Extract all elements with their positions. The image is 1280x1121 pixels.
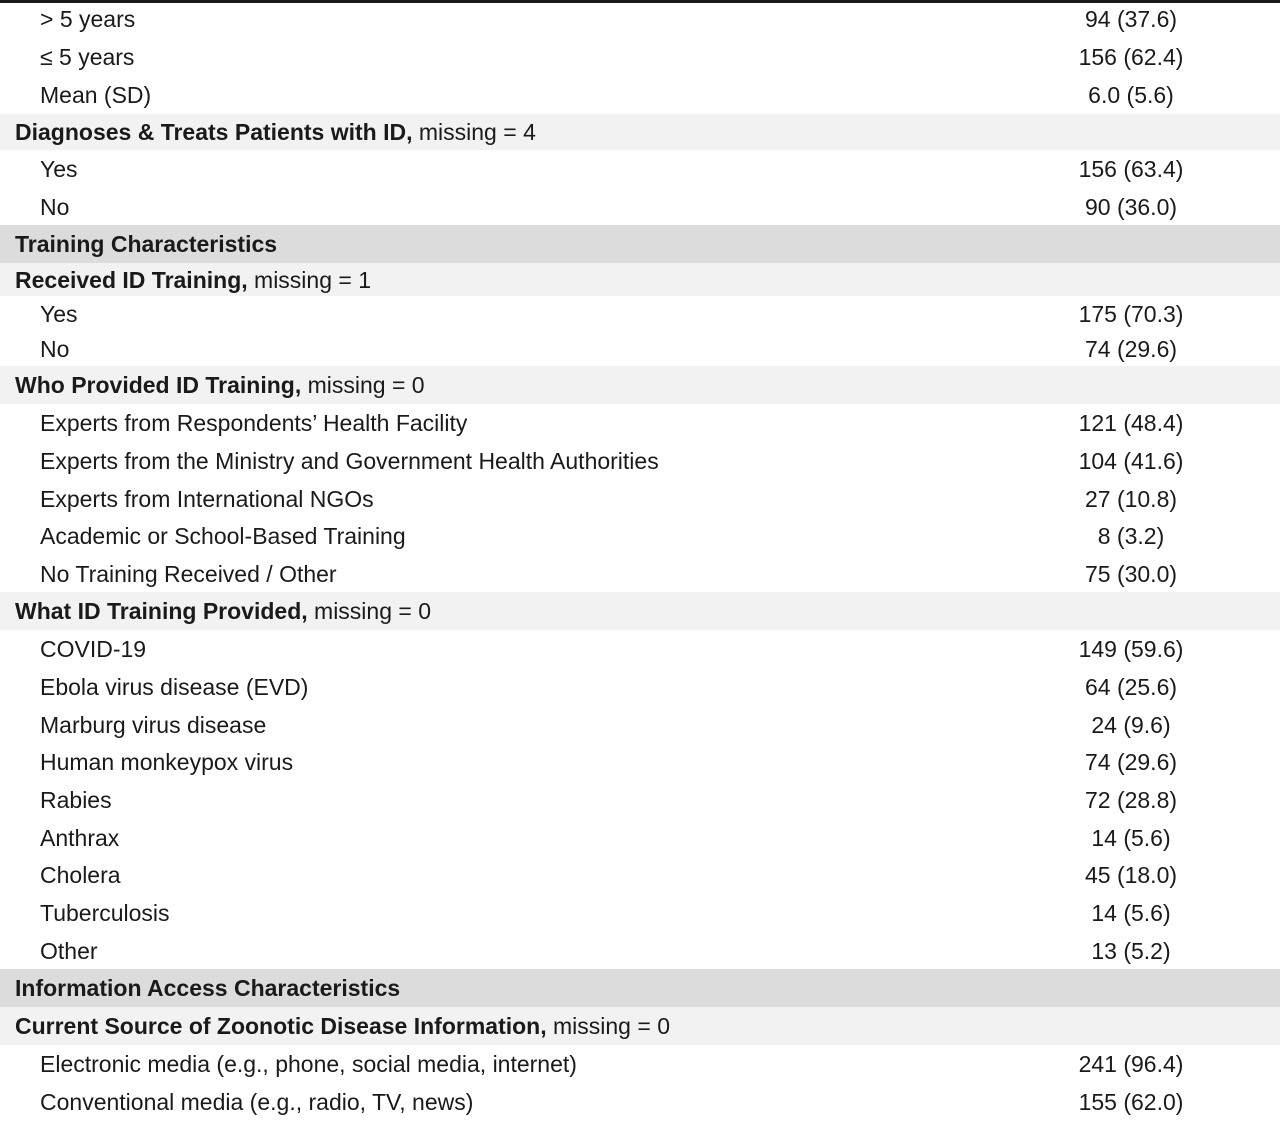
row-value: 156 (63.4) (1078, 156, 1184, 182)
table-group-header (0, 366, 1280, 404)
table-section-header (0, 225, 1280, 263)
row-label: Mean (SD) (40, 82, 152, 108)
row-label (15, 1013, 670, 1039)
table-group-header (0, 592, 1280, 630)
table-row (0, 404, 1280, 442)
row-label: > 5 years (40, 6, 136, 32)
table-row (0, 894, 1280, 932)
table-group-header (0, 263, 1280, 296)
table-row (0, 188, 1280, 225)
row-label: ≤ 5 years (40, 44, 135, 70)
table-row (0, 38, 1280, 76)
row-label: COVID-19 (40, 636, 147, 662)
row-value: 13 (5.2) (1091, 937, 1171, 964)
row-label (15, 598, 431, 624)
row-label: Human monkeypox virus (40, 749, 294, 775)
row-label: No Training Received / Other (40, 560, 337, 587)
row-label: Yes (40, 156, 78, 182)
table-row (0, 517, 1280, 555)
row-label: Academic or School-Based Training (40, 523, 406, 549)
table-row (0, 630, 1280, 668)
row-value: 14 (5.6) (1091, 824, 1171, 851)
row-label (15, 119, 536, 145)
group-title: Received ID Training, (15, 266, 248, 293)
table-row (0, 743, 1280, 781)
table-row (0, 150, 1280, 188)
table-row (0, 555, 1280, 592)
table-row (0, 331, 1280, 366)
table-row (0, 1083, 1280, 1121)
row-label: Anthrax (40, 824, 120, 851)
row-value: 24 (9.6) (1091, 711, 1171, 738)
row-label: Ebola virus disease (EVD) (40, 674, 309, 700)
table-row (0, 706, 1280, 743)
row-value: 27 (10.8) (1084, 485, 1178, 512)
row-value: 90 (36.0) (1084, 193, 1178, 220)
group-title: Diagnoses & Treats Patients with ID, (15, 119, 413, 145)
table-row (0, 76, 1280, 114)
missing-note: missing = 0 (307, 598, 431, 624)
row-value: 64 (25.6) (1084, 674, 1178, 700)
table-row (0, 296, 1280, 331)
table-row (0, 932, 1280, 969)
table-row (0, 668, 1280, 706)
row-label: Tuberculosis (40, 900, 170, 926)
row-label: Cholera (40, 862, 121, 888)
group-title: Current Source of Zoonotic Disease Information, (15, 1013, 547, 1039)
missing-note: missing = 0 (546, 1013, 670, 1039)
row-value: 8 (3.2) (1097, 523, 1165, 549)
row-label (15, 372, 425, 398)
row-value: 121 (48.4) (1078, 410, 1184, 436)
table-row (0, 819, 1280, 856)
row-value: 241 (96.4) (1078, 1051, 1184, 1077)
table-row (0, 781, 1280, 819)
missing-note: missing = 0 (301, 372, 425, 398)
row-value: 175 (70.3) (1078, 300, 1184, 327)
table-group-header (0, 114, 1280, 150)
table-row (0, 0, 1280, 38)
row-value: 74 (29.6) (1084, 749, 1178, 775)
table-row (0, 442, 1280, 480)
row-value: 6.0 (5.6) (1088, 82, 1174, 108)
row-label: Experts from the Ministry and Government Health Authorities (40, 448, 659, 474)
row-value: 75 (30.0) (1084, 560, 1178, 587)
group-title: Who Provided ID Training, (15, 372, 302, 398)
row-label: No (40, 193, 70, 220)
row-label: Yes (40, 300, 78, 327)
row-value: 155 (62.0) (1078, 1089, 1184, 1115)
row-label: Conventional media (e.g., radio, TV, news) (40, 1089, 474, 1115)
row-label: Rabies (40, 787, 112, 813)
row-label: Marburg virus disease (40, 711, 267, 738)
missing-note: missing = 1 (247, 266, 371, 293)
row-value: 74 (29.6) (1084, 335, 1178, 362)
group-title: What ID Training Provided, (15, 598, 308, 624)
missing-note: missing = 4 (412, 119, 536, 145)
row-label: Experts from International NGOs (40, 485, 374, 512)
row-label: Training Characteristics (15, 231, 278, 257)
row-label: Experts from Respondents’ Health Facility (40, 410, 468, 436)
table-row (0, 480, 1280, 517)
row-value: 72 (28.8) (1084, 787, 1178, 813)
table-row (0, 1045, 1280, 1083)
row-label: Electronic media (e.g., phone, social media, internet) (40, 1051, 577, 1077)
table-section-header (0, 969, 1280, 1007)
row-label: Other (40, 937, 98, 964)
row-value: 94 (37.6) (1084, 6, 1178, 32)
row-label (15, 267, 371, 293)
row-label: No (40, 335, 70, 362)
table-row (0, 856, 1280, 894)
row-label: Information Access Characteristics (15, 975, 401, 1001)
row-value: 45 (18.0) (1084, 862, 1178, 888)
row-value: 14 (5.6) (1091, 900, 1171, 926)
row-value: 156 (62.4) (1078, 44, 1184, 70)
table-group-header (0, 1007, 1280, 1045)
row-value: 149 (59.6) (1078, 636, 1184, 662)
row-value: 104 (41.6) (1078, 448, 1184, 474)
